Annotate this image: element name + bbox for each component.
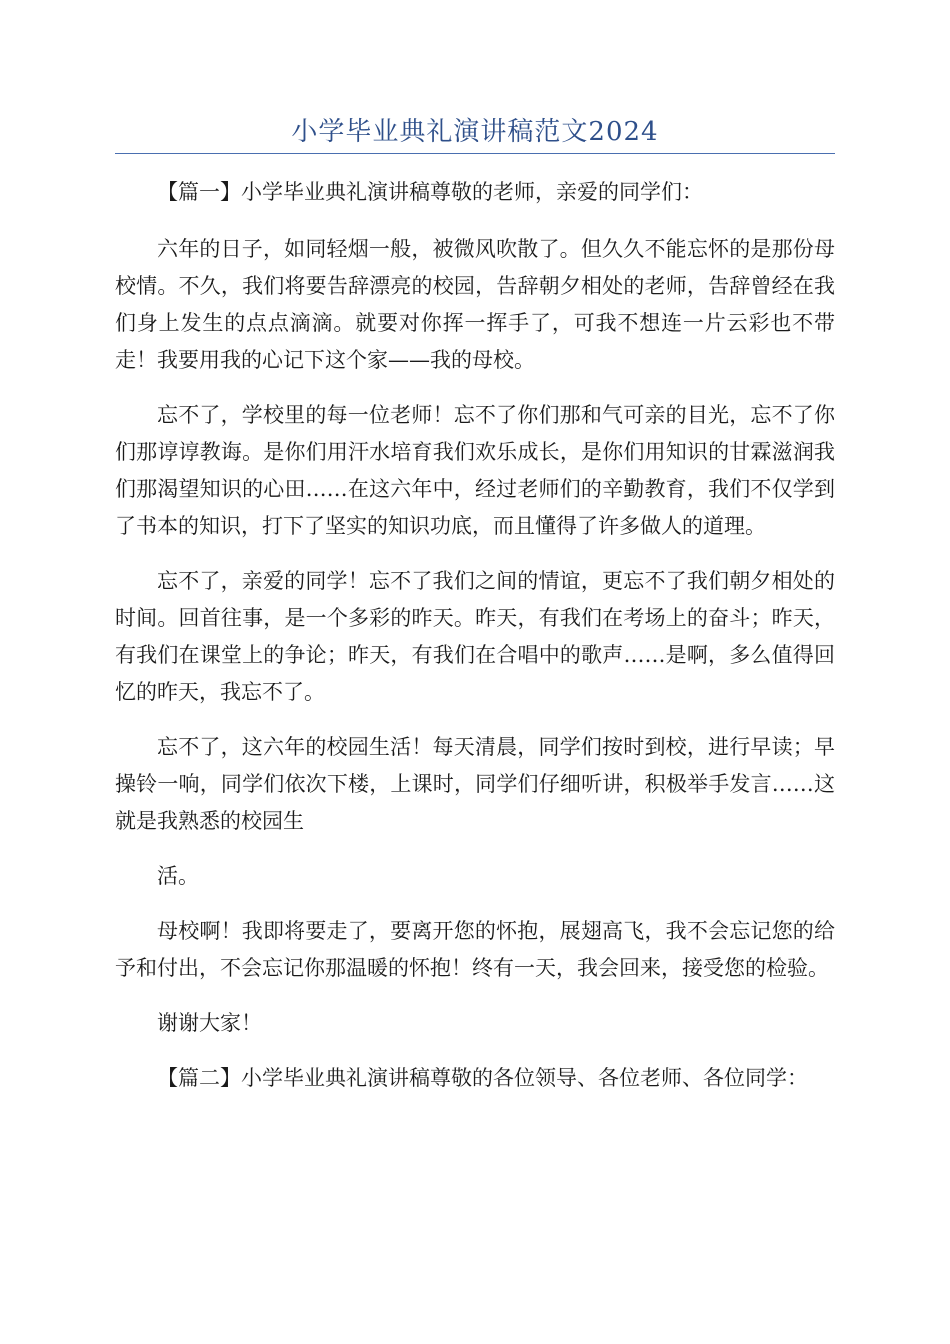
document-title: 小学毕业典礼演讲稿范文2024 (291, 117, 659, 147)
paragraph: 母校啊！我即将要走了，要离开您的怀抱，展翅高飞，我不会忘记您的给予和付出，不会忘记你那温暖的怀抱！终有一天，我会回来，接受您的检验。 (115, 919, 835, 980)
paragraph: 活。 (157, 864, 199, 888)
paragraph: 忘不了，亲爱的同学！忘不了我们之间的情谊，更忘不了我们朝夕相处的时间。回首往事，是一个多彩的昨天。昨天，有我们在考场上的奋斗；昨天，有我们在课堂上的争论；昨天，有我们在合唱中的歌声……是啊，多么值得回忆的昨天，我忘不了。 (115, 569, 835, 704)
title-underline (115, 153, 835, 154)
paragraph: 谢谢大家！ (157, 1011, 262, 1035)
document-body (115, 174, 835, 1115)
paragraph: 忘不了，学校里的每一位老师！忘不了你们那和气可亲的目光，忘不了你们那谆谆教诲。是你们用汗水培育我们欢乐成长，是你们用知识的甘霖滋润我们那渴望知识的心田……在这六年中，经过老师们的辛勤教育，我们不仅学到了书本的知识，打下了坚实的知识功底，而且懂得了许多做人的道理。 (115, 403, 835, 538)
paragraph-heading-part1: 【篇一】小学毕业典礼演讲稿尊敬的老师，亲爱的同学们： (157, 180, 703, 204)
paragraph: 忘不了，这六年的校园生活！每天清晨，同学们按时到校，进行早读；早操铃一响，同学们依次下楼，上课时，同学们仔细听讲，积极举手发言……这就是我熟悉的校园生 (115, 735, 835, 833)
paragraph: 六年的日子，如同轻烟一般，被微风吹散了。但久久不能忘怀的是那份母校情。不久，我们将要告辞漂亮的校园，告辞朝夕相处的老师，告辞曾经在我们身上发生的点点滴滴。就要对你挥一挥手了，可我不想连一片云彩也不带走！我要用我的心记下这个家——我的母校。 (115, 237, 835, 372)
paragraph-heading-part2: 【篇二】小学毕业典礼演讲稿尊敬的各位领导、各位老师、各位同学： (157, 1066, 808, 1090)
